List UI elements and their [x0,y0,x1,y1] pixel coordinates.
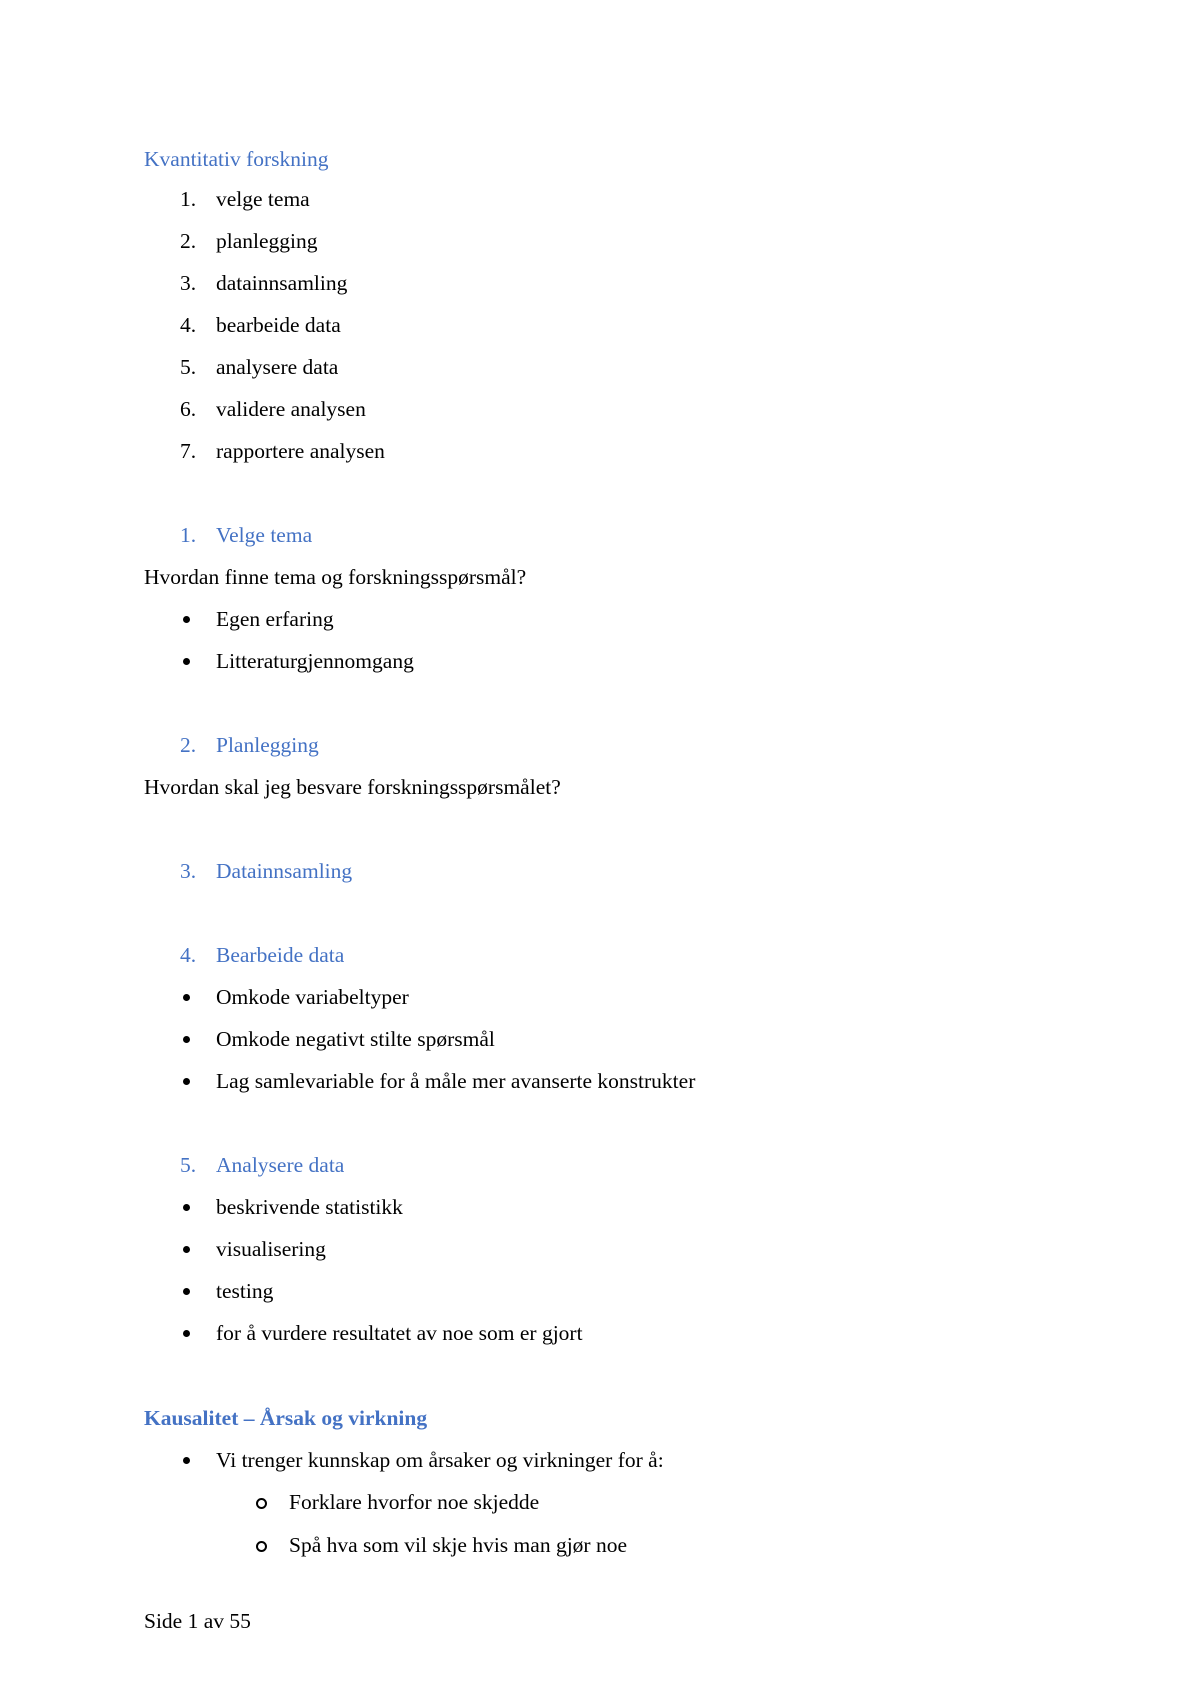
list-item [0,436,1200,466]
bullet-icon [183,1204,190,1211]
list-item [0,310,1200,340]
bullet-item [0,1192,1200,1222]
section-number: 2. [180,733,197,757]
bullet-item [0,1234,1200,1264]
section-title: Analysere data [216,1153,345,1177]
list-item-label: planlegging [216,229,318,253]
bullet-icon [183,1330,190,1337]
list-item-label: datainnsamling [216,271,348,295]
bullet-label: Egen erfaring [216,607,334,631]
list-item [0,184,1200,214]
sub-bullet-item [0,1530,1200,1560]
sub-bullet-label: Spå hva som vil skje hvis man gjør noe [289,1533,627,1557]
bullet-item [0,1318,1200,1348]
heading-kausalitet: Kausalitet – Årsak og virkning [144,1406,428,1430]
bullet-icon [183,994,190,1001]
heading-kvantitativ: Kvantitativ forskning [144,147,329,171]
list-item-label: bearbeide data [216,313,341,337]
list-item [0,226,1200,256]
bullet-label: Vi trenger kunnskap om årsaker og virkninger for å: [216,1448,664,1472]
circle-bullet-icon [256,1541,267,1552]
list-item [0,352,1200,382]
bullet-label: beskrivende statistikk [216,1195,403,1219]
bullet-label: Omkode variabeltyper [216,985,409,1009]
list-number: 4. [180,313,197,337]
bullet-label: Litteraturgjennomgang [216,649,414,673]
section-number: 1. [180,523,197,547]
list-number: 3. [180,271,197,295]
list-number: 5. [180,355,197,379]
section-number: 5. [180,1153,197,1177]
sub-bullet-item [0,1487,1200,1517]
section-heading-3 [0,856,1200,886]
list-item-label: rapportere analysen [216,439,385,463]
list-item-label: validere analysen [216,397,366,421]
sub-bullet-label: Forklare hvorfor noe skjedde [289,1490,540,1514]
bullet-item [0,1276,1200,1306]
page-footer: Side 1 av 55 [144,1609,251,1633]
bullet-label: Omkode negativt stilte spørsmål [216,1027,495,1051]
bullet-item [0,1066,1200,1096]
section-number: 3. [180,859,197,883]
section-title: Datainnsamling [216,859,353,883]
list-item [0,394,1200,424]
list-item [0,268,1200,298]
bullet-label: Lag samlevariable for å måle mer avanserte konstrukter [216,1069,696,1093]
list-number: 2. [180,229,197,253]
bullet-icon [183,1036,190,1043]
bullet-item [0,1445,1200,1475]
section-title: Velge tema [216,523,313,547]
section-title: Bearbeide data [216,943,345,967]
section-heading-2 [0,730,1200,760]
list-number: 7. [180,439,197,463]
list-number: 6. [180,397,197,421]
bullet-icon [183,1246,190,1253]
bullet-icon [183,1288,190,1295]
bullet-label: testing [216,1279,274,1303]
list-item-label: analysere data [216,355,339,379]
bullet-label: for å vurdere resultatet av noe som er gjort [216,1321,583,1345]
section-question: Hvordan skal jeg besvare forskningsspørsmålet? [144,775,561,799]
bullet-item [0,604,1200,634]
section-title: Planlegging [216,733,319,757]
section-question: Hvordan finne tema og forskningsspørsmål? [144,565,527,589]
bullet-icon [183,616,190,623]
bullet-item [0,1024,1200,1054]
bullet-icon [183,1078,190,1085]
bullet-icon [183,658,190,665]
bullet-item [0,982,1200,1012]
section-number: 4. [180,943,197,967]
section-heading-5 [0,1150,1200,1180]
list-item-label: velge tema [216,187,310,211]
bullet-icon [183,1457,190,1464]
section-heading-1 [0,520,1200,550]
section-heading-4 [0,940,1200,970]
bullet-label: visualisering [216,1237,326,1261]
circle-bullet-icon [256,1498,267,1509]
list-number: 1. [180,187,197,211]
bullet-item [0,646,1200,676]
